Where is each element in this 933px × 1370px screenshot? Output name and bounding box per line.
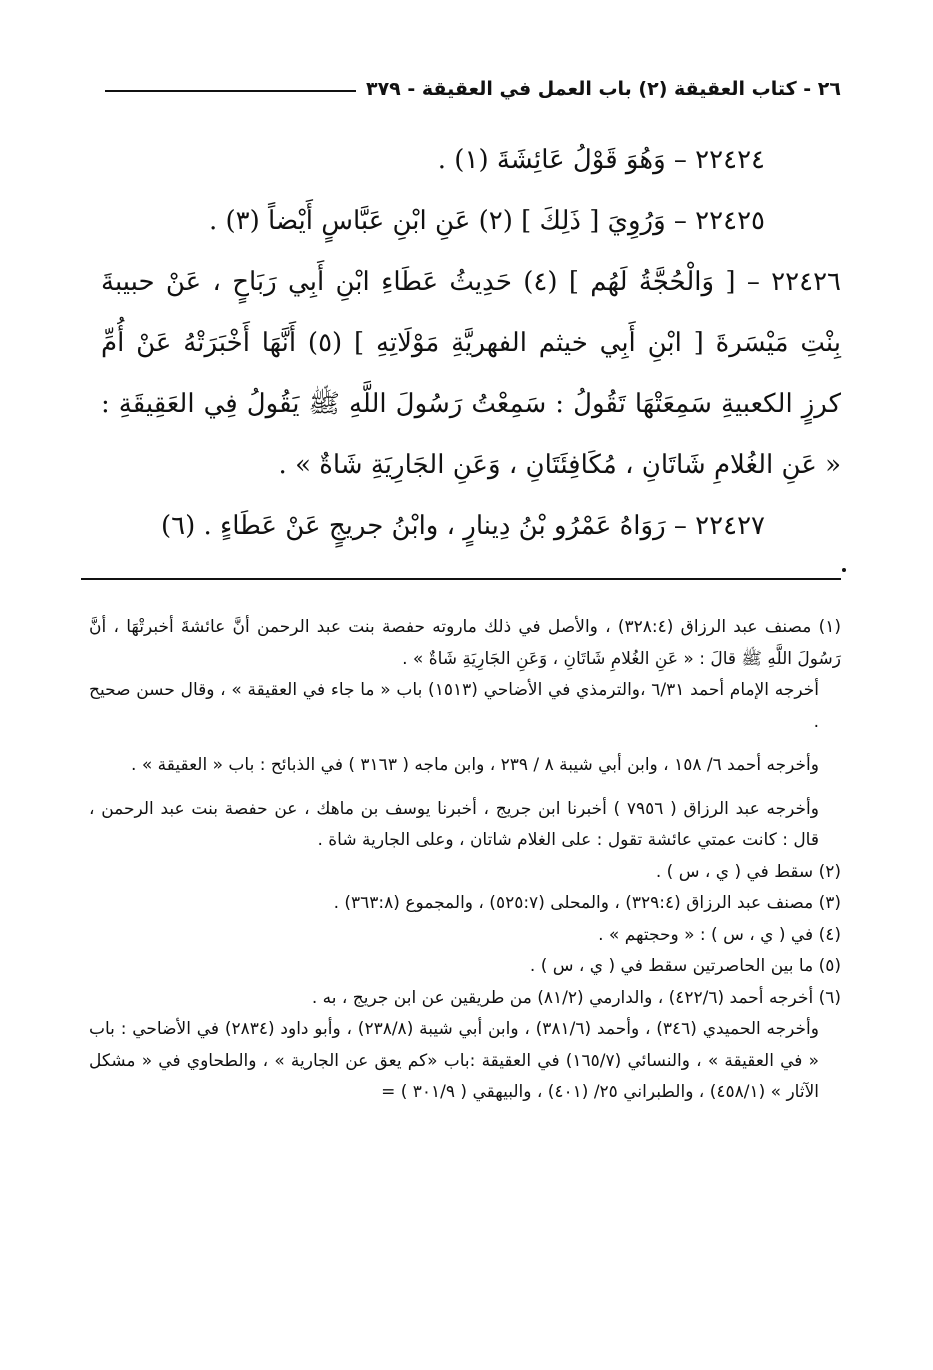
footnote-6-continued: وأخرجه الحميدي (٣٤٦) ، وأحمد (٣٨١/٦) ، وابن أبي شيبة (٢٣٨/٨) ، وأبو داود (٢٨٣٤) في الأضاحي : باب « في العقيقة » ، والنسائي (١٦٥/٧) في العقيقة :باب «كم يعق عن الجارية » ، والطحاوي في « مشكل الآثار » (٤٥٨/١) ، والطبراني ٢٥/ (٤٠١) ، والبيهقي ( ٣٠١/٩ ) = [89, 1019, 819, 1102]
page-header-title: ٢٦ - كتاب العقيقة (٢) باب العمل في العقيقة - ٣٧٩ [365, 78, 841, 100]
running-header [105, 72, 841, 106]
hadith-22427: ٢٢٤٢٧ – رَوَاهُ عَمْرُو بْنُ دِينارٍ ، وابْنُ جريجٍ عَنْ عَطَاءٍ . (٦) [160, 511, 765, 541]
footnote-1: (١) مصنف عبد الرزاق (٣٢٨:٤) ، والأصل في ذلك ماروته حفصة بنت عبد الرحمن أنَّ عائشةَ أخبرتْهَا ، أنَّ رَسُولَ اللَّهِ ﷺ قالَ : « عَنِ الغُلامِ شَاتَانِ ، وَعَنِ الجَارِيَةِ شَاةٌ » . [89, 617, 841, 669]
footnote-1-ibn-majah: وأخرجه أحمد ٦/ ١٥٨ ، وابن أبي شيبة ٨ / ٢٣٩ ، وابن ماجه ( ٣١٦٣ ) في الذبائح : باب « العقيقة » . [131, 755, 819, 775]
header-rule [105, 90, 356, 92]
footnote-6: (٦) أخرجه أحمد (٤٢٢/٦) ، والدارمي (٨١/٢) من طريقين عن ابن جريج ، به . [311, 987, 841, 1008]
footnote-5: (٥) ما بين الحاصرتين سقط في ( ي ، س ) . [529, 956, 841, 976]
footnote-separator-dot [842, 568, 846, 572]
footnote-4: (٤) في ( ي ، س ) : « وحجتهم » . [598, 924, 841, 945]
hadith-22425: ٢٢٤٢٥ – وَرُوِيَ [ ذَلِكَ ] (٢) عَنِ ابْنِ عَبَّاسٍ أَيْضاً (٣) . [208, 206, 765, 236]
footnotes [89, 612, 841, 1109]
footnote-3: (٣) مصنف عبد الرزاق (٣٢٩:٤) ، والمحلى (٥٢٥:٧) ، والمجموع (٣٦٣:٨) . [333, 893, 841, 913]
footnote-1-abd-al-razzaq: وأخرجه عبد الرزاق ( ٧٩٥٦ ) أخبرنا ابن جريج ، أخبرنا يوسف بن ماهك ، عن حفصة بنت عبد الرحمن ، قال : كانت عمتي عائشة تقول : على الغلام شاتان ، وعلى الجارية شاة . [89, 798, 819, 850]
hadith-22424: ٢٢٤٢٤ – وَهُوَ قَوْلُ عَائِشَةَ (١) . [437, 145, 765, 175]
hadith-22426: ٢٢٤٢٦ – [ وَالْحُجَّةُ لَهُم ] (٤) حَدِيثُ عَطَاءِ ابْنِ أَبِي رَبَاحٍ ، عَنْ حبيبةَ بِنْتِ مَيْسَرةَ [ ابْنِ أَبِي خيثم الفهريَّةِ مَوْلَاتِهِ ] (٥) أَنَّهَا أَخْبَرَتْهُ عَنْ أُمِّ كرزٍ الكعبيةِ سَمِعَتْهَا تَقُولُ : سَمِعْتُ رَسُولَ اللَّهِ ﷺ يَقُولُ فِي العَقِيقَةِ : « عَنِ الغُلامِ شَاتَانِ ، مُكَافِئَتَانِ ، وَعَنِ الجَارِيَةِ شَاةٌ » . [101, 267, 841, 480]
main-text [101, 130, 841, 557]
footnote-separator [81, 578, 841, 580]
footnote-2: (٢) سقط في ( ي ، س ) . [655, 861, 841, 882]
footnote-1-ahmad: أخرجه الإمام أحمد ٦/٣١ ،والترمذي في الأضاحي (١٥١٣) باب « ما جاء في العقيقة » ، وقال حسن صحيح . [89, 680, 819, 732]
